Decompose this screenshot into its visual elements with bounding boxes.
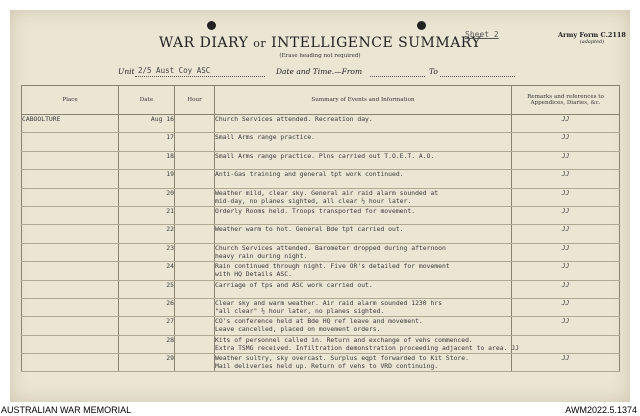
remarks-initial: JJ [512, 354, 620, 372]
date-to-underline [440, 76, 515, 77]
hour-cell [175, 133, 215, 151]
place-cell [22, 298, 119, 316]
table-row [22, 151, 620, 169]
punch-hole-icon [207, 21, 216, 30]
summary-line: Leave cancelled, placed on movement orders. [215, 325, 381, 334]
summary-cell [215, 317, 512, 335]
remarks-initial: JJ [512, 317, 620, 335]
summary-line: Weather sultry, sky overcast. Surplus eqpt forwarded to Kit Store. [215, 354, 469, 363]
table-row [22, 243, 620, 261]
summary-cell [215, 115, 512, 133]
credit-left: AUSTRALIAN WAR MEMORIAL [1, 405, 132, 415]
place-cell: CABOOLTURE [22, 115, 119, 133]
date-cell: 19 [119, 170, 175, 188]
hour-cell [175, 206, 215, 224]
title-intelligence-summary: INTELLIGENCE SUMMARY [271, 35, 482, 51]
unit-label: Unit [118, 67, 135, 76]
summary-line: Carriage of tps and ASC work carried out. [215, 280, 373, 289]
summary-cell [215, 280, 512, 298]
remarks-initial: JJ [512, 243, 620, 261]
page-title [10, 35, 630, 51]
date-cell: 21 [119, 206, 175, 224]
remarks-initial: JJ [512, 133, 620, 151]
remarks-initial: JJ [512, 262, 620, 280]
remarks-initial: JJ [512, 170, 620, 188]
summary-line: Extra TSMG received. Infiltration demonstration proceeding adjacent to area. JJ [215, 343, 519, 352]
date-cell: 20 [119, 188, 175, 206]
remarks-initial: JJ [512, 225, 620, 243]
credit-right: AWM2022.5.1374 [565, 405, 637, 415]
remarks-initial: JJ [512, 151, 620, 169]
unit-underline [135, 76, 265, 77]
summary-cell [215, 133, 512, 151]
summary-line: Church Services attended. Barometer dropped during afternoon [215, 243, 446, 252]
date-cell: 17 [119, 133, 175, 151]
place-cell [22, 243, 119, 261]
remarks-initial: JJ [512, 188, 620, 206]
col-place: Place [22, 86, 119, 115]
summary-line: Orderly Rooms held. Troops transported for movement. [215, 206, 416, 215]
place-cell [22, 151, 119, 169]
col-remarks: Remarks and references to Appendices, Diaries, &c. [512, 86, 620, 115]
title-war-diary: WAR DIARY [158, 35, 249, 51]
place-cell [22, 170, 119, 188]
summary-line: Small Arms range practice. Plns carried out T.O.E.T. A.O. [215, 151, 435, 160]
summary-line: Rain continued through night. Five OR's detailed for movement [215, 262, 450, 271]
date-cell: 25 [119, 280, 175, 298]
date-from-underline [370, 76, 425, 77]
hour-cell [175, 170, 215, 188]
remarks-initial [512, 335, 620, 353]
summary-line: mid-day, no planes sighted, all clear ½ hour later. [215, 196, 412, 205]
place-cell [22, 206, 119, 224]
table-row [22, 262, 620, 280]
summary-line: Kits of personnel called in. Return and exchange of vehs commenced. [215, 335, 473, 344]
place-cell [22, 354, 119, 372]
summary-cell [215, 225, 512, 243]
remarks-initial: JJ [512, 115, 620, 133]
remarks-initial: JJ [512, 280, 620, 298]
date-cell: 18 [119, 151, 175, 169]
punch-hole-icon [417, 21, 426, 30]
summary-line: "all clear" ½ hour later, no planes sighted. [215, 306, 385, 315]
table-row [22, 188, 620, 206]
date-cell: 22 [119, 225, 175, 243]
summary-cell [215, 335, 519, 353]
table-row [22, 133, 620, 151]
place-cell [22, 280, 119, 298]
hour-cell [175, 262, 215, 280]
table-row [22, 280, 620, 298]
hour-cell [175, 151, 215, 169]
date-cell: 24 [119, 262, 175, 280]
hour-cell [175, 225, 215, 243]
place-cell [22, 225, 119, 243]
summary-cell [215, 151, 512, 169]
hour-cell [175, 298, 215, 316]
date-cell: 27 [119, 317, 175, 335]
hour-cell [175, 317, 215, 335]
col-summary: Summary of Events and Information [215, 86, 512, 115]
summary-line: CO's conference held at Bde HQ ref leave and movement. [215, 317, 423, 326]
table-row [22, 225, 620, 243]
summary-cell [215, 298, 512, 316]
sheet-number: Sheet 2 [465, 30, 499, 39]
unit-value: 2/5 Aust Coy ASC [138, 66, 211, 75]
table-row [22, 354, 620, 372]
army-form-number: Army Form C.2118 [558, 31, 626, 39]
remarks-initial: JJ [512, 206, 620, 224]
hour-cell [175, 280, 215, 298]
hour-cell [175, 188, 215, 206]
summary-line: Anti-Gas training and general tpt work continued. [215, 170, 404, 179]
date-from-label: Date and Time.—From [276, 67, 363, 76]
title-or: or [253, 37, 267, 50]
table-row [22, 170, 620, 188]
army-form-label [558, 31, 626, 45]
date-cell: Aug 16 [119, 115, 175, 133]
date-cell: 29 [119, 354, 175, 372]
date-cell: 23 [119, 243, 175, 261]
table-header-row [22, 86, 620, 115]
summary-cell [215, 354, 512, 372]
date-cell: 26 [119, 298, 175, 316]
place-cell [22, 262, 119, 280]
place-cell [22, 335, 119, 353]
place-cell [22, 317, 119, 335]
place-cell [22, 133, 119, 151]
summary-line: Weather warm to hot. General Bde tpt carried out. [215, 225, 404, 234]
remarks-initial: JJ [512, 298, 620, 316]
hour-cell [175, 115, 215, 133]
summary-line: with HQ Details ASC. [215, 270, 292, 279]
table-row [22, 115, 620, 133]
summary-cell [215, 206, 512, 224]
table-row [22, 298, 620, 316]
summary-line: Weather mild, clear sky. General air raid alarm sounded at [215, 188, 439, 197]
diary-sheet [10, 10, 630, 402]
summary-line: Mail deliveries held up. Return of vehs to VRD continuing. [215, 362, 439, 371]
col-date: Date [119, 86, 175, 115]
place-cell [22, 188, 119, 206]
page-subtitle: (Erase heading not required) [279, 53, 361, 59]
table-row [22, 335, 620, 353]
col-hour: Hour [175, 86, 215, 115]
summary-cell [215, 243, 512, 261]
diary-table [21, 85, 620, 372]
army-form-sub: (adapted) [579, 39, 605, 45]
summary-cell [215, 262, 512, 280]
date-to-label: To [429, 67, 438, 76]
summary-cell [215, 188, 512, 206]
summary-line: Small Arms range practice. [215, 133, 316, 142]
summary-line: Church Services attended. Recreation day. [215, 115, 373, 123]
hour-cell [175, 243, 215, 261]
hour-cell [175, 354, 215, 372]
summary-line: heavy rain during night. [215, 251, 308, 260]
date-cell: 28 [119, 335, 175, 353]
summary-cell [215, 170, 512, 188]
summary-line: Clear sky and warm weather. Air raid alarm sounded 1230 hrs [215, 298, 443, 307]
hour-cell [175, 335, 215, 353]
table-row [22, 206, 620, 224]
table-row [22, 317, 620, 335]
